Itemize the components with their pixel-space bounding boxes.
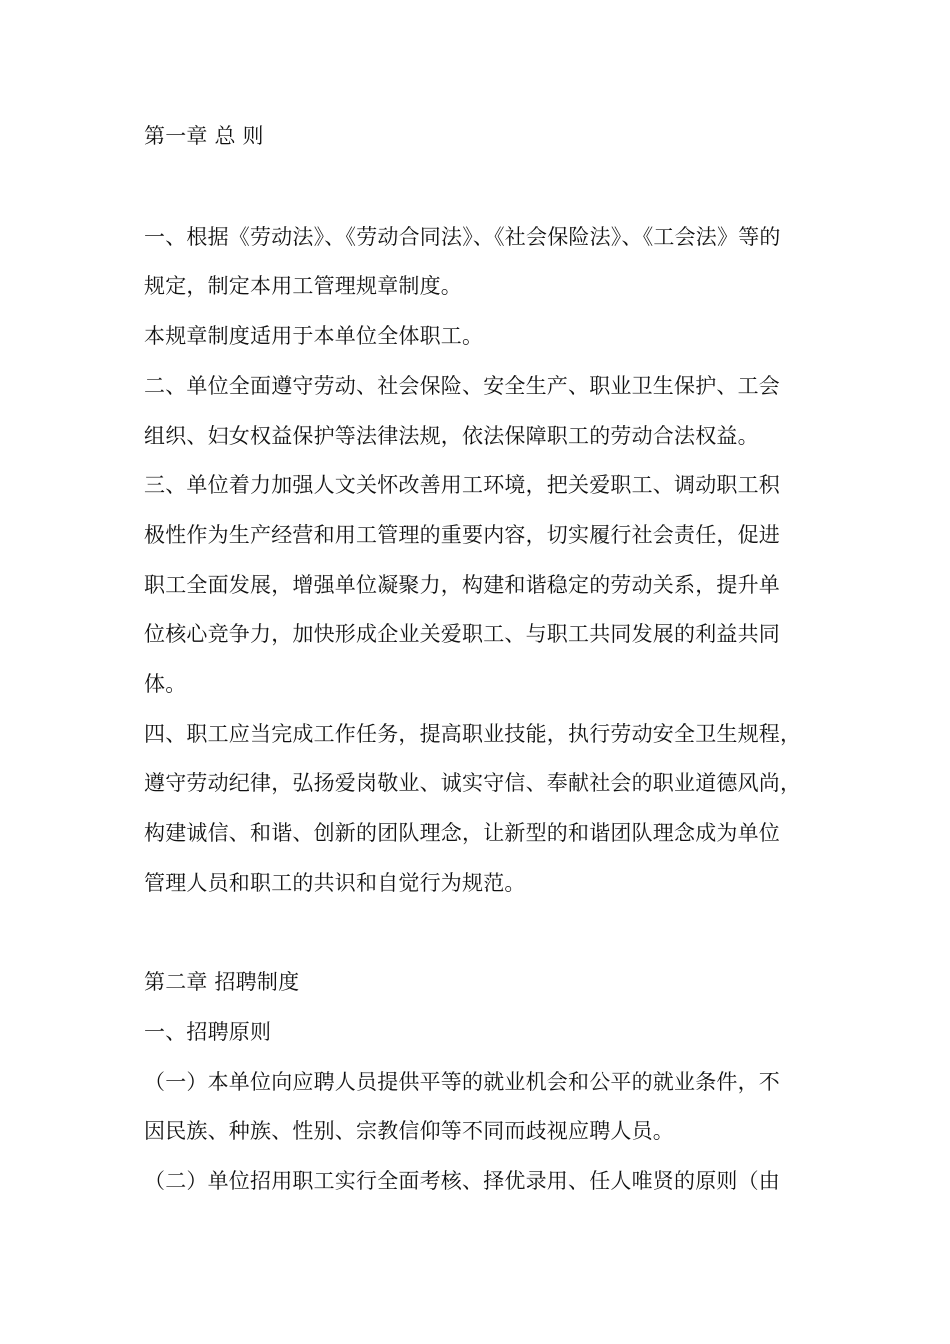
chapter-2-line-4: （二）单位招用职工实行全面考核、择优录用、任人唯贤的原则（由 [144,1169,780,1193]
chapter-1-line-7: 极性作为生产经营和用工管理的重要内容，切实履行社会责任，促进 [144,523,780,547]
chapter-1-line-3: 本规章制度适用于本单位全体职工。 [144,324,484,348]
chapter-1-line-1: 一、根据《劳动法》、《劳动合同法》、《社会保险法》、《工会法》等的 [144,225,781,249]
chapter-1-line-10: 体。 [144,672,187,696]
chapter-1-line-12: 遵守劳动纪律，弘扬爱岗敬业、诚实守信、奉献社会的职业道德风尚， [144,771,802,795]
chapter-1-line-9: 位核心竞争力，加快形成企业关爱职工、与职工共同发展的利益共同 [144,622,780,646]
chapter-1-line-11: 四、职工应当完成工作任务，提高职业技能，执行劳动安全卫生规程， [144,722,802,746]
chapter-1-line-4: 二、单位全面遵守劳动、社会保险、安全生产、职业卫生保护、工会 [144,374,780,398]
chapter-1-line-14: 管理人员和职工的共识和自觉行为规范。 [144,871,526,895]
chapter-1-line-5: 组织、妇女权益保护等法律法规，依法保障职工的劳动合法权益。 [144,424,759,448]
chapter-2-heading: 第二章 招聘制度 [144,970,300,994]
chapter-1-line-13: 构建诚信、和谐、创新的团队理念，让新型的和谐团队理念成为单位 [144,821,780,845]
chapter-1-line-2: 规定，制定本用工管理规章制度。 [144,274,462,298]
chapter-2-line-2: （一）本单位向应聘人员提供平等的就业机会和公平的就业条件，不 [144,1070,780,1094]
chapter-1-line-6: 三、单位着力加强人文关怀改善用工环境，把关爱职工、调动职工积 [144,473,780,497]
chapter-2-line-1: 一、招聘原则 [144,1020,272,1044]
chapter-1-line-8: 职工全面发展，增强单位凝聚力，构建和谐稳定的劳动关系，提升单 [144,573,780,597]
chapter-2-line-3: 因民族、种族、性别、宗教信仰等不同而歧视应聘人员。 [144,1119,674,1143]
chapter-1-heading: 第一章 总 则 [144,124,264,148]
